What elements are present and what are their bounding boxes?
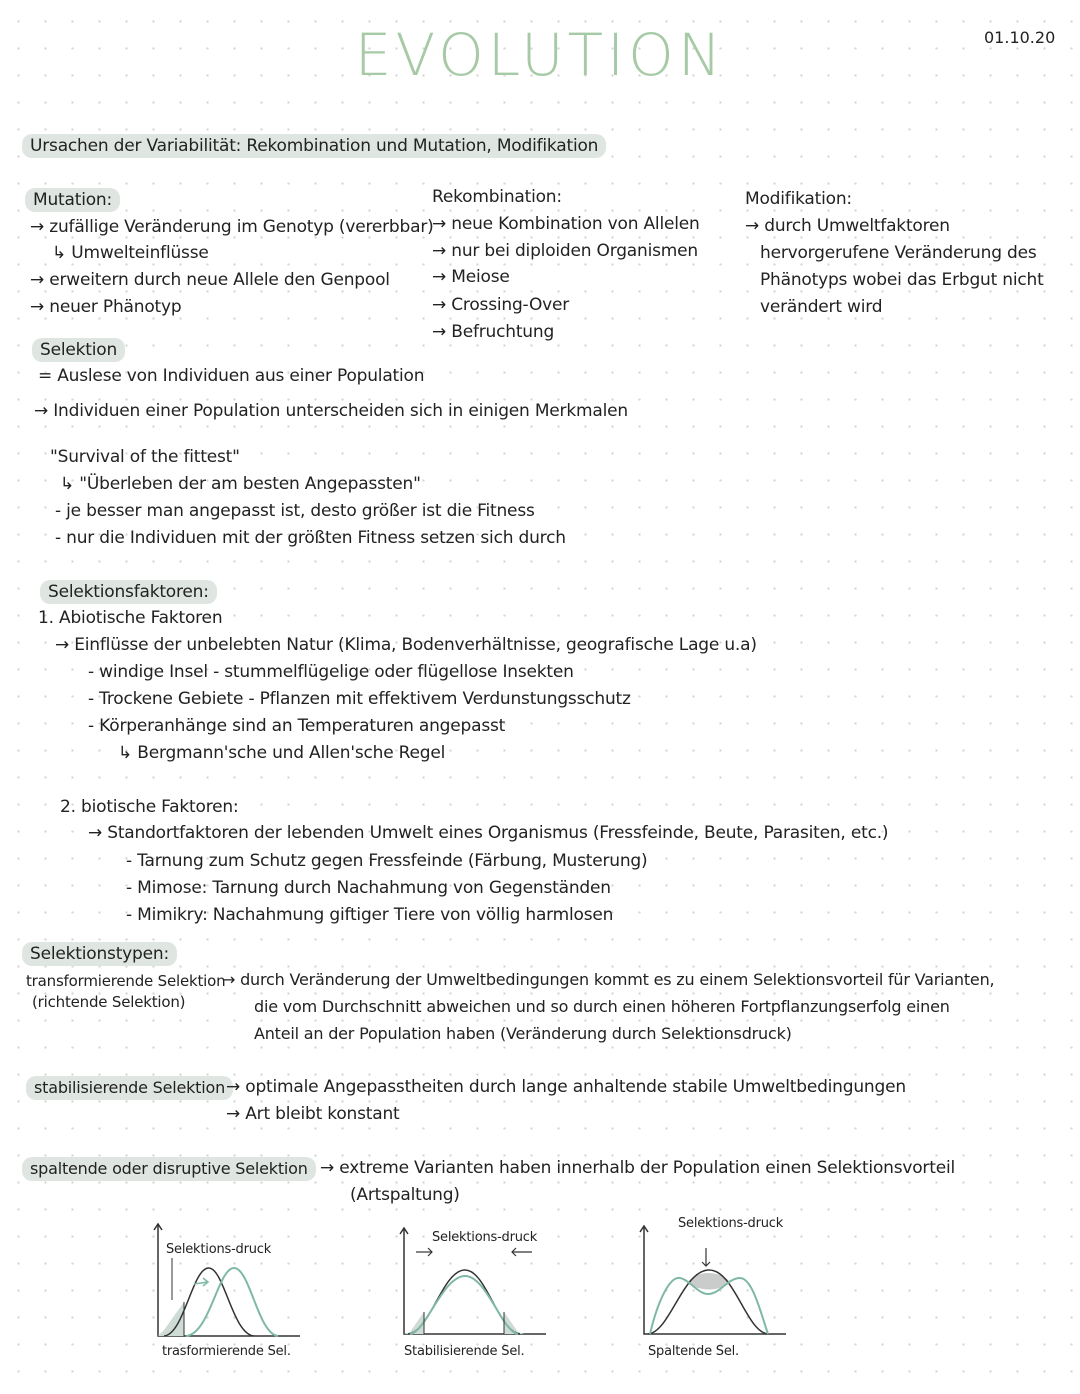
modifikation-line: → durch Umweltfaktoren xyxy=(745,216,950,236)
diagram-caption: trasformierende Sel. xyxy=(162,1344,291,1359)
selektion-line: "Survival of the fittest" xyxy=(50,447,240,467)
biotic-line: - Tarnung zum Schutz gegen Fressfeinde (Färbung, Musterung) xyxy=(126,851,648,871)
mutation-line: → zufällige Veränderung im Genotyp (vererbbar) xyxy=(30,217,434,237)
selektion-line: ↳ "Überleben der am besten Angepassten" xyxy=(60,474,421,494)
modifikation-heading: Modifikation: xyxy=(745,189,852,209)
transform-line: → durch Veränderung der Umweltbedingungen kommt es zu einem Selektionsvorteil für Varianten, xyxy=(222,970,995,989)
page-title: EVOLUTION xyxy=(354,21,726,89)
stabil-label: stabilisierende Selektion xyxy=(26,1076,233,1100)
abiotic-heading: 1. Abiotische Faktoren xyxy=(38,608,223,628)
selektion-line: → Individuen einer Population unterscheiden sich in einigen Merkmalen xyxy=(34,401,628,421)
modifikation-line: verändert wird xyxy=(760,297,883,317)
spalt-line: (Artspaltung) xyxy=(350,1185,460,1205)
rekombination-line: → Meiose xyxy=(432,267,510,287)
diagram-pressure-label: Selektions-druck xyxy=(432,1230,538,1245)
biotic-line: → Standortfaktoren der lebenden Umwelt eines Organismus (Fressfeinde, Beute, Parasiten, etc.) xyxy=(88,823,889,843)
biotic-line: - Mimikry: Nachahmung giftiger Tiere von völlig harmlosen xyxy=(126,905,614,925)
diagram-disruptive xyxy=(636,1220,796,1360)
rekombination-line: → neue Kombination von Allelen xyxy=(432,214,700,234)
spalt-line: → extreme Varianten haben innerhalb der Population einen Selektionsvorteil xyxy=(320,1158,955,1178)
selektion-heading: Selektion xyxy=(32,338,125,362)
abiotic-line: ↳ Bergmann'sche und Allen'sche Regel xyxy=(118,743,446,763)
diagram-pressure-label: Selektions-druck xyxy=(166,1242,272,1257)
modifikation-line: Phänotyps wobei das Erbgut nicht xyxy=(760,270,1044,290)
selektion-line: - je besser man angepasst ist, desto größer ist die Fitness xyxy=(55,501,535,521)
rekombination-line: → Befruchtung xyxy=(432,322,555,342)
date: 01.10.20 xyxy=(984,28,1056,47)
spalt-label: spaltende oder disruptive Selektion xyxy=(22,1157,316,1181)
abiotic-line: - windige Insel - stummelflügelige oder flügellose Insekten xyxy=(88,662,574,682)
rekombination-line: → nur bei diploiden Organismen xyxy=(432,241,698,261)
diagram-caption: Spaltende Sel. xyxy=(648,1344,739,1359)
rekombination-line: → Crossing-Over xyxy=(432,295,570,315)
mutation-line: → erweitern durch neue Allele den Genpool xyxy=(30,270,390,290)
intro-heading: Ursachen der Variabilität: Rekombination und Mutation, Modifikation xyxy=(22,134,606,158)
stabil-line: → Art bleibt konstant xyxy=(226,1104,400,1124)
transform-label: transformierende Selektion xyxy=(26,972,226,990)
mutation-line: ↳ Umwelteinflüsse xyxy=(52,243,209,263)
selektion-line: - nur die Individuen mit der größten Fitness setzen sich durch xyxy=(55,528,566,548)
transform-sub: (richtende Selektion) xyxy=(32,993,186,1011)
modifikation-line: hervorgerufene Veränderung des xyxy=(760,243,1037,263)
diagram-transforming xyxy=(150,1218,310,1358)
transform-line: Anteil an der Population haben (Veränderung durch Selektionsdruck) xyxy=(254,1024,792,1043)
selektion-line: = Auslese von Individuen aus einer Population xyxy=(38,366,425,386)
rekombination-heading: Rekombination: xyxy=(432,187,562,207)
biotic-heading: 2. biotische Faktoren: xyxy=(60,797,239,817)
transform-line: die vom Durchschnitt abweichen und so durch einen höheren Fortpflanzungserfolg einen xyxy=(254,997,950,1016)
biotic-line: - Mimose: Tarnung durch Nachahmung von Gegenständen xyxy=(126,878,611,898)
diagram-pressure-label: Selektions-druck xyxy=(678,1216,784,1231)
abiotic-line: - Körperanhänge sind an Temperaturen angepasst xyxy=(88,716,506,736)
mutation-line: → neuer Phänotyp xyxy=(30,297,182,317)
abiotic-line: - Trockene Gebiete - Pflanzen mit effektivem Verdunstungsschutz xyxy=(88,689,631,709)
stabil-line: → optimale Angepasstheiten durch lange anhaltende stabile Umweltbedingungen xyxy=(226,1077,906,1097)
mutation-heading: Mutation: xyxy=(25,188,120,212)
typen-heading: Selektionstypen: xyxy=(22,942,177,966)
abiotic-line: → Einflüsse der unbelebten Natur (Klima, Bodenverhältnisse, geografische Lage u.a) xyxy=(55,635,757,655)
diagram-caption: Stabilisierende Sel. xyxy=(404,1344,525,1359)
faktoren-heading: Selektionsfaktoren: xyxy=(40,580,217,604)
